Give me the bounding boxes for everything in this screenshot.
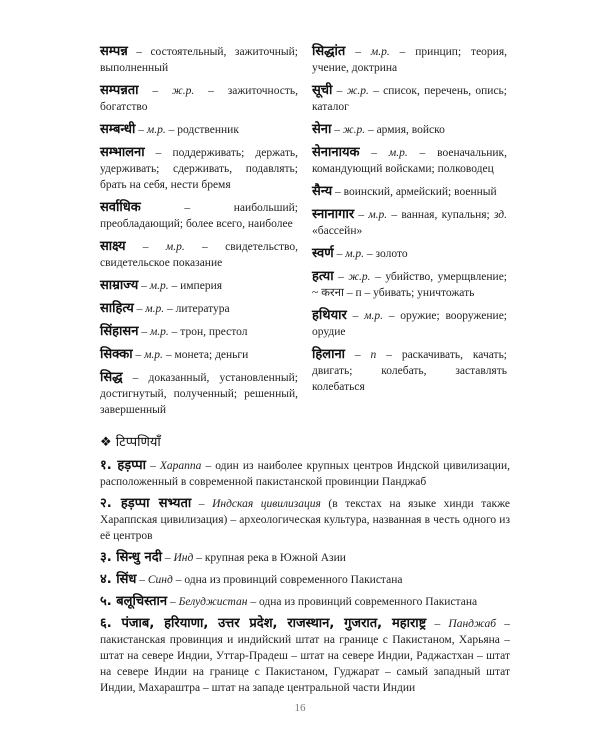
definition: – армия, войско bbox=[365, 124, 445, 136]
definition: – состоятельный, зажиточный; выполненный bbox=[100, 46, 298, 74]
glossary-entry bbox=[100, 145, 298, 193]
page-number: 16 bbox=[294, 702, 306, 714]
grammar-tag: – м.р. bbox=[135, 124, 166, 136]
note-translation: Синд bbox=[147, 574, 173, 586]
grammar-tag: – м.р. bbox=[345, 46, 390, 58]
headword: सर्वाधिक bbox=[100, 200, 141, 215]
headword: सम्पन्नता bbox=[100, 83, 139, 98]
note-term: २. हड़प्पा सभ्यता bbox=[100, 496, 192, 511]
headword: हथियार bbox=[312, 308, 347, 323]
headword: स्वर्ण bbox=[312, 246, 334, 261]
headword: सेनानायक bbox=[312, 145, 360, 160]
glossary-entry bbox=[312, 83, 507, 115]
note-translation: Белуджистан bbox=[178, 596, 248, 608]
definition: – золото bbox=[364, 248, 408, 260]
glossary-entry bbox=[312, 207, 507, 239]
glossary-entry bbox=[312, 308, 507, 340]
note-term: ४. सिंध bbox=[100, 572, 137, 587]
glossary-entry bbox=[100, 301, 298, 317]
headword: सिंहासन bbox=[100, 324, 139, 339]
headword: हत्या bbox=[312, 269, 334, 284]
glossary-entry bbox=[312, 269, 507, 301]
note-dash: – bbox=[162, 552, 174, 564]
note-item bbox=[100, 572, 510, 588]
headword: सिक्का bbox=[100, 347, 133, 362]
definition: – империя bbox=[168, 280, 223, 292]
note-text: – пакистанская провинция и индийский штат на границе с Пакистаном, Харьяна – штат на севере Индии, Уттар-Прадеш – штат на севере Индии, Раджастхан – штат на севере Индии на границе с Пакистаном, Гуджарат – самый западный штат Индии, Махараштра – штат на западе центральной части Индии bbox=[100, 618, 511, 694]
glossary-entry bbox=[100, 324, 298, 340]
headword: सम्बन्धी bbox=[100, 122, 136, 137]
grammar-tag: – м.р. bbox=[133, 303, 165, 315]
notes-list bbox=[100, 458, 510, 702]
definition: – родственник bbox=[165, 124, 239, 136]
glossary-entry bbox=[100, 122, 298, 138]
headword: सिद्ध bbox=[100, 370, 123, 385]
note-item bbox=[100, 594, 510, 610]
definition: – литература bbox=[164, 303, 230, 315]
grammar-tag: – ж.р. – bbox=[138, 85, 214, 97]
note-item bbox=[100, 458, 510, 490]
note-item bbox=[100, 496, 510, 544]
glossary-entry bbox=[100, 370, 298, 418]
headword: साक्ष्य bbox=[100, 239, 126, 254]
glossary-entry bbox=[312, 347, 507, 395]
glossary-right-column bbox=[312, 44, 507, 402]
definition: – воинский, армейский; военный bbox=[332, 186, 497, 198]
grammar-tag: – м.р. bbox=[132, 349, 163, 361]
note-dash: – bbox=[136, 574, 148, 586]
headword: सम्पन्न bbox=[100, 44, 128, 59]
grammar-tag: – м.р. bbox=[333, 248, 365, 260]
definition: – убийство, умерщвление; ~ करना – п – убивать; уничтожать bbox=[312, 271, 508, 299]
note-dash: – bbox=[426, 618, 449, 630]
grammar-tag: – ж.р. bbox=[331, 124, 366, 136]
headword: स्नानागार bbox=[312, 207, 355, 222]
grammar-tag: – м.р. bbox=[125, 241, 185, 253]
headword: सूची bbox=[312, 83, 333, 98]
usage-note-text: «бассейн» bbox=[312, 225, 363, 237]
usage-note: зд. bbox=[493, 209, 507, 221]
definition: – ванная, купальня; bbox=[387, 209, 494, 221]
glossary-entry bbox=[312, 246, 507, 262]
definition: – поддерживать; держать, удерживать; сдерживать, подавлять; брать на себя, нести бремя bbox=[100, 147, 298, 191]
note-dash: – bbox=[167, 596, 179, 608]
headword: साहित्य bbox=[100, 301, 134, 316]
note-translation: Панджаб bbox=[448, 618, 497, 630]
glossary-entry bbox=[312, 145, 507, 177]
headword: हिलाना bbox=[312, 347, 346, 362]
headword: सम्भालना bbox=[100, 145, 145, 160]
definition: – принцип; теория, учение, доктрина bbox=[312, 46, 507, 74]
glossary-left-column bbox=[100, 44, 298, 425]
grammar-tag: – ж.р. bbox=[332, 85, 369, 97]
headword: सैन्य bbox=[312, 184, 333, 199]
note-translation: Индская цивилизация bbox=[212, 498, 321, 510]
notes-heading-text: ❖ टिप्पणियाँ bbox=[100, 435, 161, 450]
grammar-tag: – ж.р. bbox=[333, 271, 371, 283]
grammar-tag: – п bbox=[345, 349, 377, 361]
note-term: ६. पंजाब, हरियाणा, उत्तर प्रदेश, राजस्थान, गुजरात, महाराष्ट्र bbox=[100, 616, 427, 631]
glossary-entry bbox=[312, 122, 507, 138]
note-term: ५. बलूचिस्तान bbox=[100, 594, 168, 609]
grammar-tag: – м.р. bbox=[346, 310, 383, 322]
note-text: (в текстах на языке хинди также Хараппская цивилизация) – археологическая культура, названная в честь одного из её центров bbox=[100, 498, 511, 542]
headword: साम्राज्य bbox=[100, 278, 139, 293]
note-term: ३. सिन्धु नदी bbox=[100, 550, 162, 565]
grammar-tag: – м.р. bbox=[354, 209, 388, 221]
note-text: – крупная река в Южной Азии bbox=[193, 552, 346, 564]
note-dash: – bbox=[191, 498, 213, 510]
definition: – наибольший; преобладающий; более всего, наиболее bbox=[100, 202, 298, 230]
definition: – монета; деньги bbox=[162, 349, 249, 361]
grammar-tag: – м.р. bbox=[138, 326, 169, 338]
glossary-entry bbox=[100, 44, 298, 76]
grammar-tag: – м.р. bbox=[138, 280, 169, 292]
note-item bbox=[100, 550, 510, 566]
note-dash: – bbox=[146, 460, 160, 472]
grammar-tag: – м.р. bbox=[359, 147, 408, 159]
note-text: – одна из провинций современного Пакистана bbox=[247, 596, 478, 608]
glossary-entry bbox=[312, 184, 507, 200]
definition: – трон, престол bbox=[168, 326, 248, 338]
note-translation: Хараппа bbox=[159, 460, 202, 472]
glossary-entry bbox=[100, 347, 298, 363]
note-translation: Инд bbox=[173, 552, 194, 564]
definition: – свидетельство, свидетельское показание bbox=[100, 241, 298, 269]
headword: सिद्धांत bbox=[312, 44, 346, 59]
glossary-entry bbox=[100, 278, 298, 294]
definition: зажиточность, богатство bbox=[100, 85, 298, 113]
definition: – военачальник, командующий войсками; полководец bbox=[312, 147, 507, 175]
definition: – доказанный, установленный; достигнутый, полученный; решенный, завершенный bbox=[100, 372, 298, 416]
notes-heading bbox=[100, 432, 500, 450]
note-item bbox=[100, 616, 510, 696]
glossary-entry bbox=[100, 239, 298, 271]
glossary-entry bbox=[312, 44, 507, 76]
headword: सेना bbox=[312, 122, 332, 137]
glossary-entry bbox=[100, 200, 298, 232]
definition: – оружие; вооружение; орудие bbox=[312, 310, 507, 338]
definition: – раскачивать, качать; двигать; колебать, заставлять колебаться bbox=[312, 349, 508, 393]
note-text: – один из наиболее крупных центров Индской цивилизации, расположенный в современной пакистанской провинции Панджаб bbox=[100, 460, 510, 488]
note-text: – одна из провинций современного Пакистана bbox=[172, 574, 403, 586]
glossary-entry bbox=[100, 83, 298, 115]
definition: – список, перечень, опись; каталог bbox=[312, 85, 507, 113]
note-term: १. हड़प्पा bbox=[100, 458, 147, 473]
